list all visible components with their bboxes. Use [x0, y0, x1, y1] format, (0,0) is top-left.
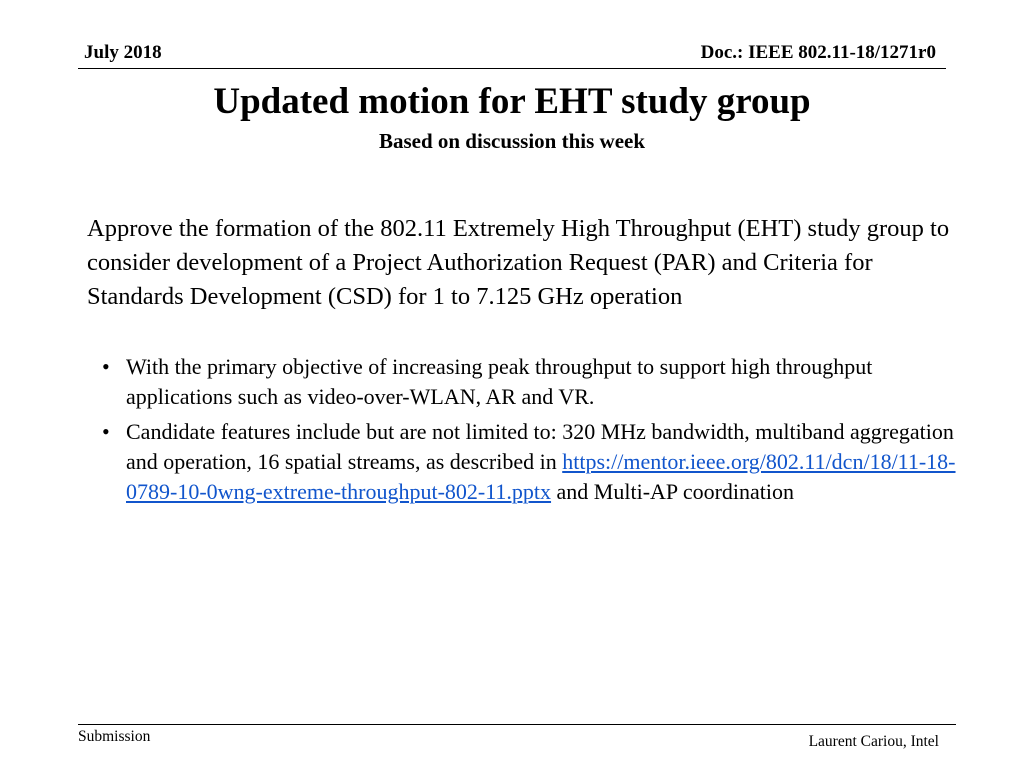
bullet-list	[87, 352, 977, 512]
bullet-text: With the primary objective of increasing peak throughput to support high throughput applications such as video-over-WLAN, AR and VR.	[126, 354, 873, 409]
motion-text: Approve the formation of the 802.11 Extremely High Throughput (EHT) study group to consider development of a Project Authorization Request (PAR) and Criteria for Standards Development (CSD) for 1 to 7.125 GHz operation	[87, 215, 950, 310]
footer-author: Laurent Cariou, Intel	[808, 733, 939, 750]
reference-link[interactable]: https://mentor.ieee.org/802.11/dcn/18/11-18-0789-10-0wng-extreme-throughput-802-11.pptx	[126, 449, 956, 504]
slide-subtitle: Based on discussion this week	[378, 129, 646, 153]
slide-title: Updated motion for EHT study group	[213, 81, 811, 122]
footer-submission: Submission	[78, 728, 151, 745]
header-doc-id: Doc.: IEEE 802.11-18/1271r0	[700, 42, 936, 63]
footer-divider	[78, 724, 956, 725]
header-divider	[78, 68, 946, 69]
bullet-item-features	[87, 417, 977, 507]
bullet-marker: •	[102, 419, 110, 444]
bullet-text-tail: and Multi-AP coordination	[551, 479, 795, 504]
bullet-text: Candidate features include but are not limited to: 320 MHz bandwidth, multiband aggregation and operation, 16 spatial streams, as described in	[126, 419, 954, 474]
bullet-marker: •	[102, 354, 110, 379]
header-date: July 2018	[84, 42, 162, 63]
bullet-item-objective	[87, 352, 977, 412]
